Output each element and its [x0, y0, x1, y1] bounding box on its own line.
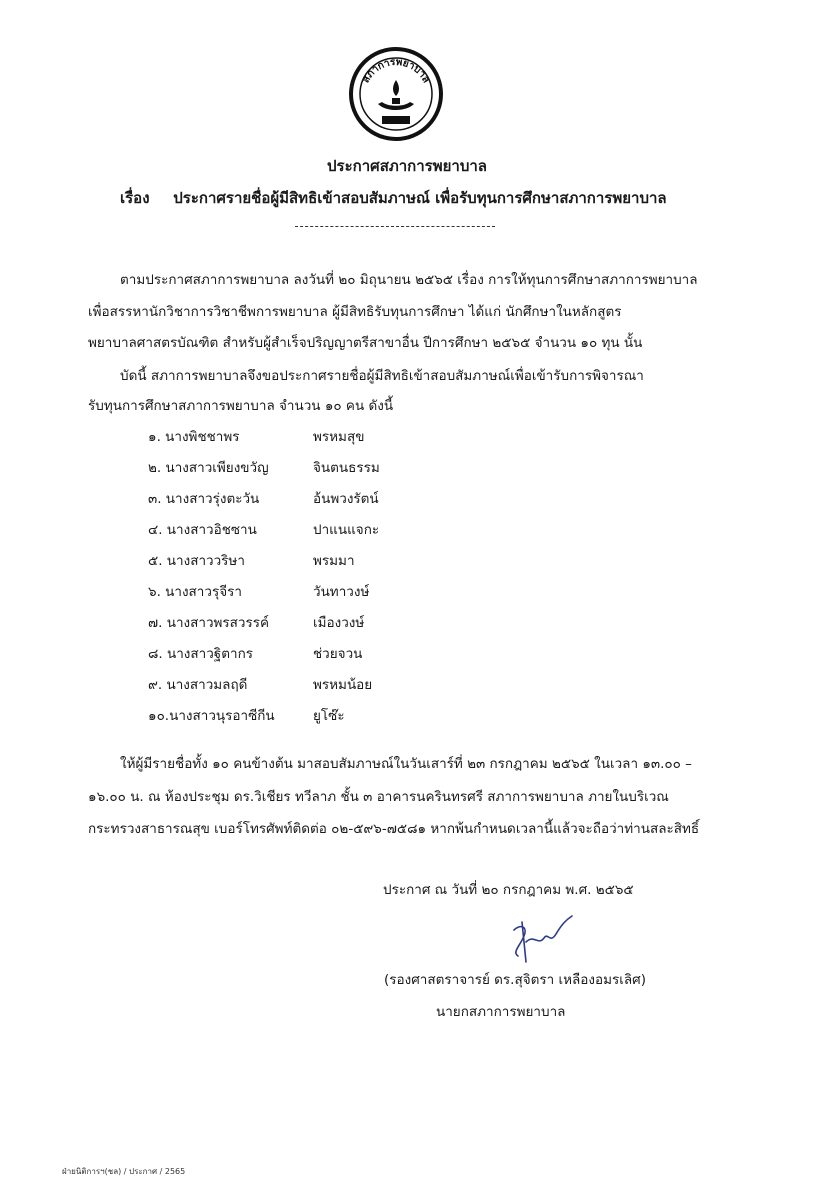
paragraph-3-line-1: ให้ผู้มีรายชื่อทั้ง ๑๐ คนข้างต้น มาสอบสัมภาษณ์ในวันเสาร์ที่ ๒๓ กรกฎาคม ๒๕๖๕ ในเวลา ๑๓.๐๐ – — [120, 756, 692, 772]
list-item — [148, 608, 380, 639]
candidate-given-name: ๗. นางสาวพรสวรรค์ — [148, 615, 270, 631]
candidate-surname: ปาแนแจกะ — [313, 522, 380, 538]
paragraph-3-line-2: ๑๖.๐๐ น. ณ ห้องประชุม ดร.วิเชียร ทวีลาภ ชั้น ๓ อาคารนครินทรศรี สภาการพยาบาล ภายในบริเวณ — [88, 789, 669, 805]
candidate-given-name: ๕. นางสาววริษา — [148, 553, 245, 569]
candidate-given-name: ๑๐.นางสาวนุรอาซีกีน — [148, 708, 275, 724]
candidate-given-name: ๘. นางสาวฐิตากร — [148, 646, 254, 662]
list-item — [148, 515, 380, 546]
candidate-surname: ยูโซ๊ะ — [313, 708, 345, 724]
document-code: ฝ่ายนิติการฯ(ชล) / ประกาศ / 2565 — [62, 1167, 186, 1176]
nursing-council-seal-icon — [348, 46, 444, 142]
list-item — [148, 484, 380, 515]
subject-text: ประกาศรายชื่อผู้มีสิทธิเข้าสอบสัมภาษณ์ เพื่อรับทุนการศึกษาสภาการพยาบาล — [173, 189, 667, 207]
candidate-surname: เมืองวงษ์ — [313, 615, 365, 631]
candidate-surname: พรหมน้อย — [313, 677, 373, 693]
list-item — [148, 577, 380, 608]
candidate-given-name: ๙. นางสาวมลฤดี — [148, 677, 248, 693]
candidate-surname: ช่วยจวน — [313, 646, 363, 662]
candidate-surname: พรมมา — [313, 553, 355, 569]
list-item — [148, 639, 380, 670]
candidate-surname: จินตนธรรม — [313, 460, 380, 476]
candidate-surname: วันทาวงษ์ — [313, 584, 370, 600]
list-item — [148, 701, 380, 732]
paragraph-1-line-2: เพื่อสรรหานักวิชาการวิชาชีพการพยาบาล ผู้มีสิทธิรับทุนการศึกษา ได้แก่ นักศึกษาในหลักสูตร — [88, 304, 622, 320]
signer-position: นายกสภาการพยาบาล — [436, 1004, 566, 1020]
candidate-surname: พรหมสุข — [313, 429, 365, 445]
candidate-given-name: ๓. นางสาวรุ่งตะวัน — [148, 491, 260, 507]
candidate-given-name: ๒. นางสาวเพียงขวัญ — [148, 460, 269, 476]
announcement-date: ประกาศ ณ วันที่ ๒๐ กรกฎาคม พ.ศ. ๒๕๖๕ — [383, 882, 634, 898]
handwritten-signature — [500, 912, 580, 968]
paragraph-2-line-2: รับทุนการศึกษาสภาการพยาบาล จำนวน ๑๐ คน ดังนี้ — [88, 398, 394, 414]
candidate-given-name: ๑. นางพิชชาพร — [148, 429, 240, 445]
candidate-surname: อ้นพวงรัตน์ — [313, 491, 379, 507]
title-divider — [295, 226, 495, 227]
list-item — [148, 422, 380, 453]
candidate-given-name: ๔. นางสาวอิชซาน — [148, 522, 257, 538]
signer-name: (รองศาสตราจารย์ ดร.สุจิตรา เหลืองอมรเลิศ) — [384, 972, 646, 988]
document-title: ประกาศสภาการพยาบาล — [327, 157, 487, 175]
list-item — [148, 453, 380, 484]
document-subject — [120, 186, 667, 210]
paragraph-1-line-3: พยาบาลศาสตรบัณฑิต สำหรับผู้สำเร็จปริญญาตรีสาขาอื่น ปีการศึกษา ๒๕๖๕ จำนวน ๑๐ ทุน นั้น — [88, 335, 643, 351]
subject-label: เรื่อง — [120, 189, 150, 207]
candidate-given-name: ๖. นางสาวรุจีรา — [148, 584, 242, 600]
paragraph-2-line-1: บัดนี้ สภาการพยาบาลจึงขอประกาศรายชื่อผู้มีสิทธิเข้าสอบสัมภาษณ์เพื่อเข้ารับการพิจารณา — [120, 368, 644, 384]
paragraph-1-line-1: ตามประกาศสภาการพยาบาล ลงวันที่ ๒๐ มิถุนายน ๒๕๖๕ เรื่อง การให้ทุนการศึกษาสภาการพยาบาล — [120, 272, 698, 288]
candidate-list — [148, 422, 380, 732]
svg-text:สภาการพยาบาล: สภาการพยาบาล — [360, 56, 432, 85]
paragraph-3-line-3: กระทรวงสาธารณสุข เบอร์โทรศัพท์ติดต่อ ๐๒-๕๙๖-๗๕๘๑ หากพ้นกำหนดเวลานี้แล้วจะถือว่าท่านสละสิทธิ์ — [88, 821, 700, 837]
list-item — [148, 546, 380, 577]
list-item — [148, 670, 380, 701]
